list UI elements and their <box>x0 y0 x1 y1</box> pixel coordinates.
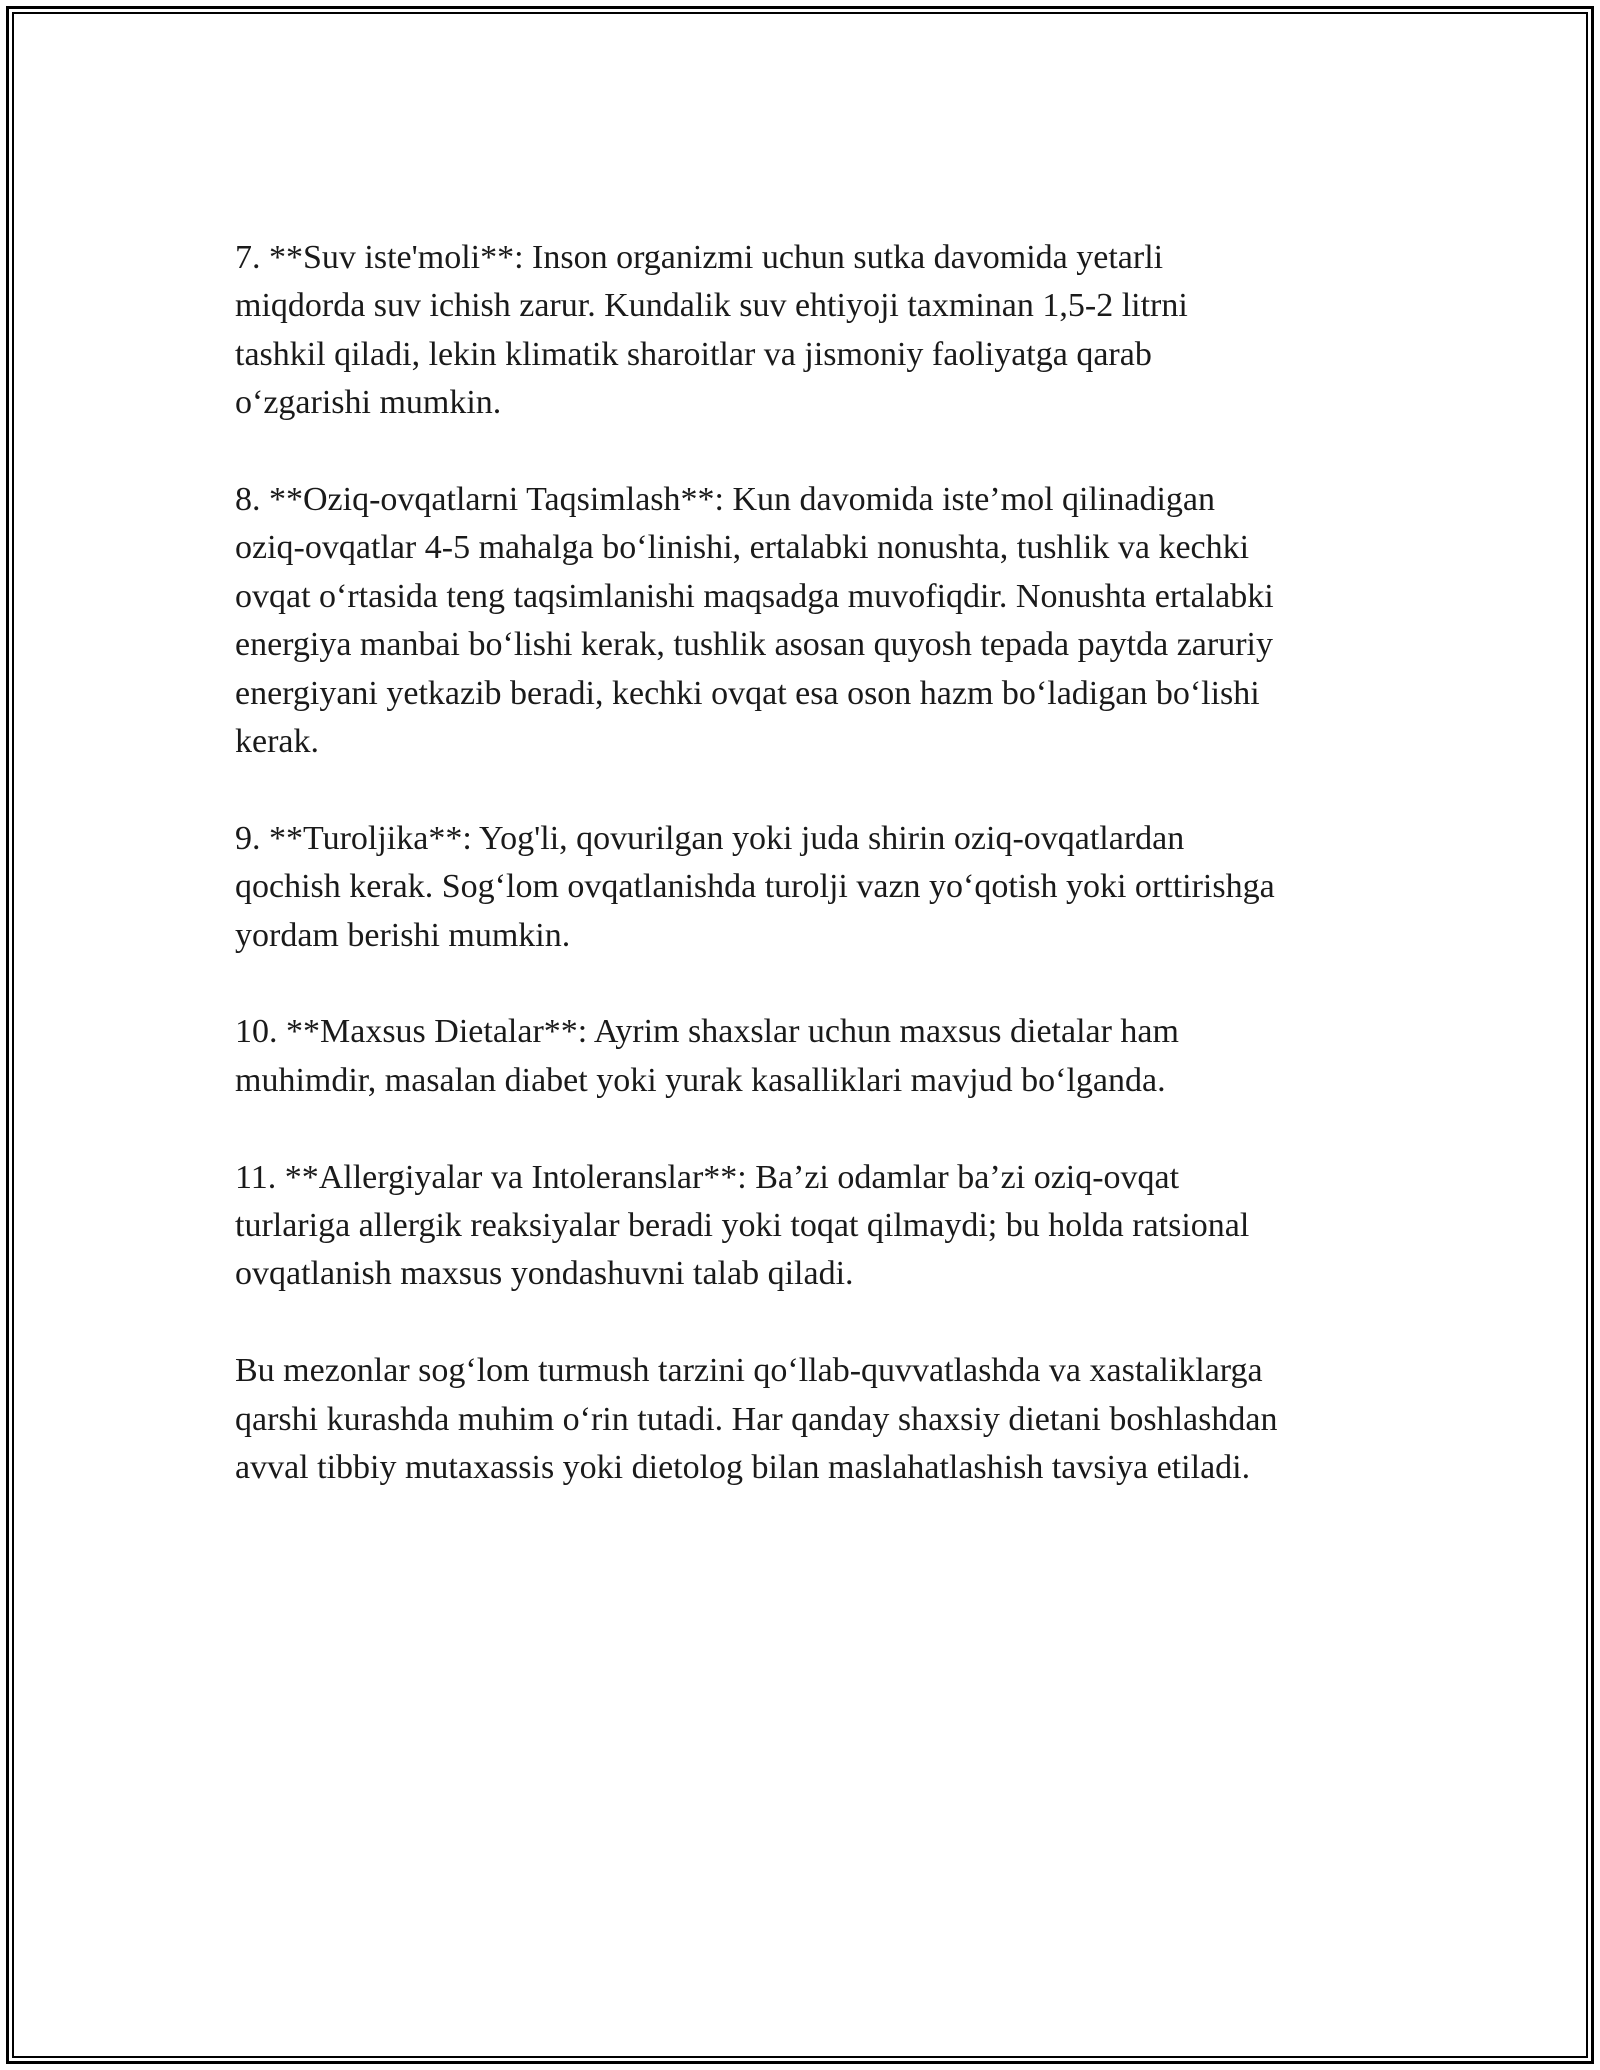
text-line: ovqatlanish maxsus yondashuvni talab qiladi. <box>235 1255 854 1293</box>
text-line: qarshi kurashda muhim o‘rin tutadi. Har qanday shaxsiy dietani boshlashdan <box>235 1400 1278 1438</box>
paragraph-suv-istemoli <box>235 234 1375 428</box>
text-line: yordam berishi mumkin. <box>235 916 571 954</box>
text-line: 8. **Oziq-ovqatlarni Taqsimlash**: Kun davomida iste’mol qilinadigan <box>235 481 1215 519</box>
text-line: avval tibbiy mutaxassis yoki dietolog bilan maslahatlashish tavsiya etiladi. <box>235 1449 1251 1487</box>
text-line: ovqat o‘rtasida teng taqsimlanishi maqsadga muvofiqdir. Nonushta ertalabki <box>235 577 1274 615</box>
paragraph-taqsimlash <box>235 476 1375 766</box>
text-line: tashkil qiladi, lekin klimatik sharoitlar va jismoniy faoliyatga qarab <box>235 335 1152 373</box>
text-line: oziq-ovqatlar 4-5 mahalga bo‘linishi, ertalabki nonushta, tushlik va kechki <box>235 529 1250 567</box>
paragraph-allergiyalar <box>235 1154 1375 1299</box>
document-body <box>235 234 1375 1541</box>
text-line: 7. **Suv iste'moli**: Inson organizmi uchun sutka davomida yetarli <box>235 239 1164 276</box>
text-line: energiya manbai bo‘lishi kerak, tushlik asosan quyosh tepada paytda zaruriy <box>235 626 1273 664</box>
text-line: o‘zgarishi mumkin. <box>235 384 502 422</box>
paragraph-turoljika <box>235 815 1375 960</box>
text-line: miqdorda suv ichish zarur. Kundalik suv ehtiyoji taxminan 1,5-2 litrni <box>235 287 1188 325</box>
paragraph-conclusion <box>235 1347 1375 1492</box>
text-line: energiyani yetkazib beradi, kechki ovqat esa oson hazm bo‘ladigan bo‘lishi <box>235 674 1260 712</box>
paragraph-maxsus-dietalar <box>235 1008 1375 1105</box>
text-line: kerak. <box>235 723 320 761</box>
text-line: muhimdir, masalan diabet yoki yurak kasalliklari mavjud bo‘lganda. <box>235 1061 1166 1099</box>
text-line: 9. **Turoljika**: Yog'li, qovurilgan yoki juda shirin oziq-ovqatlardan <box>235 819 1185 857</box>
text-line: turlariga allergik reaksiyalar beradi yoki toqat qilmaydi; bu holda ratsional <box>235 1207 1250 1245</box>
text-line: 10. **Maxsus Dietalar**: Ayrim shaxslar uchun maxsus dietalar ham <box>235 1013 1179 1051</box>
text-line: Bu mezonlar sog‘lom turmush tarzini qo‘llab-quvvatlashda va xastaliklarga <box>235 1352 1263 1390</box>
text-line: qochish kerak. Sog‘lom ovqatlanishda turolji vazn yo‘qotish yoki orttirishga <box>235 868 1275 906</box>
text-line: 11. **Allergiyalar va Intoleranslar**: Ba’zi odamlar ba’zi oziq-ovqat <box>235 1158 1180 1196</box>
